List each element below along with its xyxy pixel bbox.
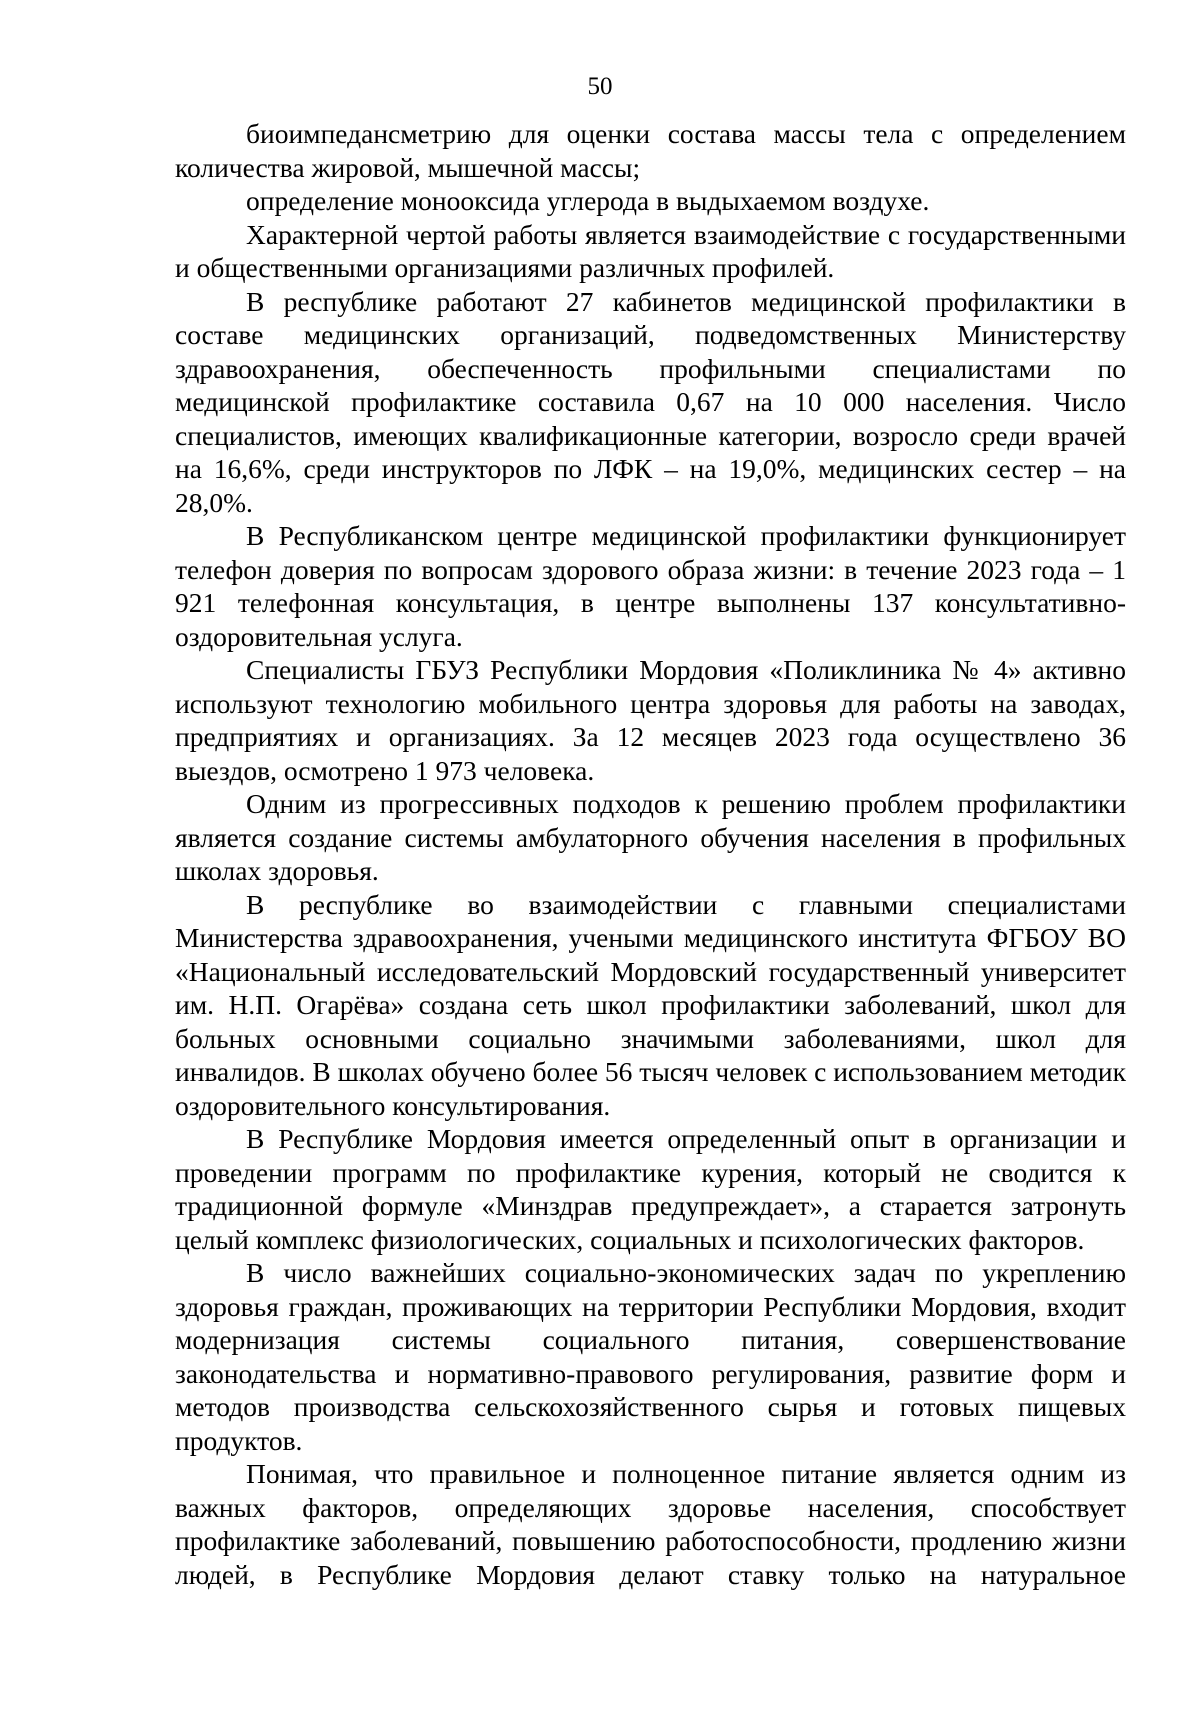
paragraph: Одним из прогрессивных подходов к решению проблем профилактики является создание системы амбулаторного обучения населения в профильных школах здоровья.	[175, 788, 1126, 886]
paragraph: определение монооксида углерода в выдыхаемом воздухе.	[246, 185, 930, 216]
paragraph: Специалисты ГБУЗ Республики Мордовия «Поликлиника № 4» активно используют технологию мобильного центра здоровья для работы на заводах, предприятиях и организациях. За 12 месяцев 2023 года осуществлено 36 выездов, осмотрено 1 973 человека.	[175, 654, 1126, 786]
body-text	[175, 117, 1126, 1591]
paragraph: В Республике Мордовия имеется определенный опыт в организации и проведении программ по профилактике курения, который не сводится к традиционной формуле «Минздрав предупреждает», а старается затронуть целый комплекс физиологических, социальных и психологических факторов.	[175, 1123, 1126, 1255]
paragraph: В Республиканском центре медицинской профилактики функционирует телефон доверия по вопросам здорового образа жизни: в течение 2023 года – 1 921 телефонная консультация, в центре выполнены 137 консультативно-оздоровительная услуга.	[175, 520, 1126, 652]
paragraph: Характерной чертой работы является взаимодействие с государственными и общественными организациями различных профилей.	[175, 218, 1126, 283]
paragraph: В республике работают 27 кабинетов медицинской профилактики в составе медицинских организаций, подведомственных Министерству здравоохранения, обеспеченность профильными специалистами по медицинской профилактике составила 0,67 на 10 000 населения. Число специалистов, имеющих квалификационные категории, возросло среди врачей на 16,6%, среди инструкторов по ЛФК – на 19,0%, медицинских сестер – на 28,0%.	[175, 285, 1126, 518]
page-number: 50	[587, 73, 613, 100]
paragraph: В республике во взаимодействии с главными специалистами Министерства здравоохранения, учеными медицинского института ФГБОУ ВО «Национальный исследовательский Мордовский государственный университет им. Н.П. Огарёва» создана сеть школ профилактики заболеваний, школ для больных основными социально значимыми заболеваниями, школ для инвалидов. В школах обучено более 56 тысяч человек с использованием методик оздоровительного консультирования.	[175, 888, 1126, 1121]
paragraph: В число важнейших социально-экономических задач по укреплению здоровья граждан, проживающих на территории Республики Мордовия, входит модернизация системы социального питания, совершенствование законодательства и нормативно-правового регулирования, развитие форм и методов производства сельскохозяйственного сырья и готовых пищевых продуктов.	[175, 1257, 1126, 1456]
paragraph: биоимпедансметрию для оценки состава массы тела с определением количества жировой, мышечной массы;	[175, 118, 1126, 183]
paragraph: Понимая, что правильное и полноценное питание является одним из важных факторов, определяющих здоровье населения, способствует профилактике заболеваний, повышению работоспособности, продлению жизни людей, в Республике Мордовия делают ставку только на натуральное	[175, 1458, 1126, 1590]
